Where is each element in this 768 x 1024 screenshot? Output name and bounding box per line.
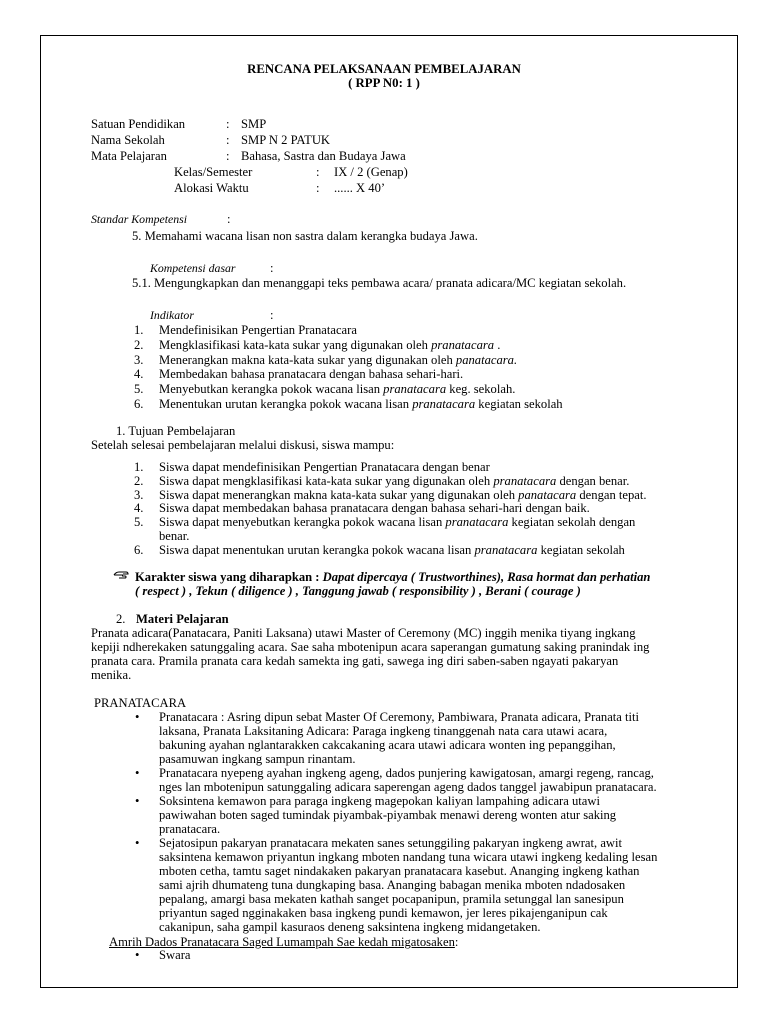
bullet-icon: • xyxy=(135,766,140,780)
bullet-line: Sejatosipun pakaryan pranatacara mekaten sanes setunggiling pakaryan ingkeng awrat, awit xyxy=(159,836,622,850)
materi-para-line: kepiji ndherekaken satunggaling acara. Sae saha mbotenipun acara saperangan gumatung saking pranindak ing xyxy=(91,640,650,654)
karakter-line2: ( respect ) , Tekun ( diligence ) , Tanggung jawab ( responsibility ) , Berani ( courage ) xyxy=(135,584,581,598)
amrih-heading: Amrih Dados Pranatacara Saged Lumampah Sae kedah migatosaken: xyxy=(109,935,459,949)
list-item: 2. xyxy=(134,474,144,488)
list-item: 3. xyxy=(134,353,144,367)
kompetensi-text: 5.1. Mengungkapkan dan menanggapi teks pembawa acara/ pranata adicara/MC kegiatan sekolah. xyxy=(132,276,627,290)
list-item: 5. xyxy=(134,382,144,396)
identity-sep: : xyxy=(226,117,230,131)
bullet-line: pasamuwan ingkang sampun rinantam. xyxy=(159,752,356,766)
bullet-line: laksana, Pranata Laksitaning Adicara: Paraga ingkeng tinanggenah nata cara utawi acara, xyxy=(159,724,608,738)
standar-text: 5. Memahami wacana lisan non sastra dalam kerangka budaya Jawa. xyxy=(132,229,478,243)
bullet-line: Pranatacara nyepeng ayahan ingkeng ageng, dados punjering kawigatosan, amargi regeng, rancag, xyxy=(159,766,654,780)
bullet-line: pepalang, amargi basa mekaten kathah sanget pocapanipun, pramila setunggal lan sanesipun xyxy=(159,892,624,906)
list-item-text: Menerangkan makna kata-kata sukar yang digunakan oleh panatacara. xyxy=(159,353,518,367)
identity-sep: : xyxy=(226,133,230,147)
list-item-continuation: benar. xyxy=(159,529,190,543)
pranatacara-heading: PRANATACARA xyxy=(94,696,187,710)
bullet-line: sami ajrih dhumateng tuna dungkaping basa. Ananging babagan menika mboten ndadosaken xyxy=(159,878,626,892)
standar-label: Standar Kompetensi xyxy=(91,212,188,226)
tujuan-intro: Setelah selesai pembelajaran melalui diskusi, siswa mampu: xyxy=(91,438,395,452)
bullet-icon: • xyxy=(135,710,140,724)
list-item: 6. xyxy=(134,543,144,557)
bullet-line: Swara xyxy=(159,948,191,962)
bullet-icon: • xyxy=(135,794,140,808)
identity-label: Kelas/Semester xyxy=(174,165,253,179)
bullet-line: bakuning ayahan nglantarakken cakcakaning acara utawi adicara wonten ing pepanggihan, xyxy=(159,738,616,752)
identity-sep: : xyxy=(316,181,320,195)
identity-sep: : xyxy=(226,149,230,163)
pointing-hand-icon xyxy=(113,570,131,584)
list-item-text: Siswa dapat menentukan urutan kerangka pokok wacana lisan pranatacara kegiatan sekolah xyxy=(159,543,625,557)
list-item-text: Siswa dapat mengklasifikasi kata-kata sukar yang digunakan oleh pranatacara dengan benar. xyxy=(159,474,630,488)
identity-value: ...... X 40’ xyxy=(334,181,386,195)
materi-heading: Materi Pelajaran xyxy=(136,612,229,626)
list-item-text: Siswa dapat membedakan bahasa pranatacara dengan bahasa sehari-hari dengan baik. xyxy=(159,501,590,515)
list-item: 5. xyxy=(134,515,144,529)
list-item-text: Membedakan bahasa pranatacara dengan bahasa sehari-hari. xyxy=(159,367,464,381)
list-item-text: Siswa dapat menyebutkan kerangka pokok wacana lisan pranatacara kegiatan sekolah dengan xyxy=(159,515,636,529)
document-subtitle: ( RPP N0: 1 ) xyxy=(348,76,420,90)
list-item-text: Siswa dapat mendefinisikan Pengertian Pranatacara dengan benar xyxy=(159,460,490,474)
karakter-line1: Karakter siswa yang diharapkan : Dapat dipercaya ( Trustworthines), Rasa hormat dan perhatian xyxy=(135,570,651,584)
document-title: RENCANA PELAKSANAAN PEMBELAJARAN xyxy=(247,62,521,76)
identity-label: Nama Sekolah xyxy=(91,133,165,147)
identity-label: Mata Pelajaran xyxy=(91,149,167,163)
tujuan-heading: 1. Tujuan Pembelajaran xyxy=(116,424,236,438)
kompetensi-sep: : xyxy=(270,261,274,275)
list-item: 2. xyxy=(134,338,144,352)
list-item: 1. xyxy=(134,460,144,474)
list-item-text: Siswa dapat menerangkan makna kata-kata sukar yang digunakan oleh panatacara dengan tepat. xyxy=(159,488,647,502)
bullet-line: pranatacara. xyxy=(159,822,221,836)
bullet-line: Soksintena kemawon para paraga ingkeng magepokan kaliyan lampahing adicara utawi xyxy=(159,794,600,808)
identity-value: SMP xyxy=(241,117,267,131)
identity-value: SMP N 2 PATUK xyxy=(241,133,331,147)
list-item: 6. xyxy=(134,397,144,411)
list-item: 4. xyxy=(134,367,144,381)
list-item-text: Menentukan urutan kerangka pokok wacana lisan pranatacara kegiatan sekolah xyxy=(159,397,563,411)
identity-value: Bahasa, Sastra dan Budaya Jawa xyxy=(241,149,406,163)
identity-sep: : xyxy=(316,165,320,179)
bullet-line: mboten cetha, tamtu saget nindakaken pakaryan pranatacara kasebut. Ananging ingkeng kathan xyxy=(159,864,640,878)
materi-para-line: menika. xyxy=(91,668,132,682)
materi-para-line: pranata cara. Pramila pranata cara kedah samekta ing gati, sawega ing diri saben-saben ngayati pakaryan xyxy=(91,654,619,668)
bullet-line: pawiwahan boten saged tumindak piyambak-piyambak menawi dereng wonten atur saking xyxy=(159,808,617,822)
standar-sep: : xyxy=(227,212,231,226)
kompetensi-label: Kompetensi dasar xyxy=(150,261,236,275)
list-item: 1. xyxy=(134,323,144,337)
list-item-text: Mengklasifikasi kata-kata sukar yang digunakan oleh pranatacara . xyxy=(159,338,501,352)
bullet-icon: • xyxy=(135,948,140,962)
identity-label: Satuan Pendidikan xyxy=(91,117,186,131)
materi-para-line: Pranata adicara(Panatacara, Paniti Laksana) utawi Master of Ceremony (MC) inggih menika tiyang ingkang xyxy=(91,626,636,640)
bullet-line: nges lan mbotenipun satunggaling adicara saperengan ageng dados tanggel jawabipun pranatacara. xyxy=(159,780,657,794)
bullet-line: cakanipun, saha gampil kasuraos deneng saksintena ingkeng midangetaken. xyxy=(159,920,541,934)
bullet-icon: • xyxy=(135,836,140,850)
bullet-line: priyantun saged ngginakaken basa ingkeng pundi kemawon, jer leres pikajenganipun cak xyxy=(159,906,608,920)
list-item-text: Mendefinisikan Pengertian Pranatacara xyxy=(159,323,357,337)
list-item-text: Menyebutkan kerangka pokok wacana lisan pranatacara keg. sekolah. xyxy=(159,382,516,396)
identity-label: Alokasi Waktu xyxy=(174,181,249,195)
identity-value: IX / 2 (Genap) xyxy=(334,165,408,179)
materi-number: 2. xyxy=(116,612,126,626)
bullet-line: saksintena kemawon priyantun ingkang mboten nandang tuna wicara utawi ingkeng kedaling lesan xyxy=(159,850,658,864)
list-item: 3. xyxy=(134,488,144,502)
indikator-sep: : xyxy=(270,308,274,322)
indikator-label: Indikator xyxy=(150,308,194,322)
list-item: 4. xyxy=(134,501,144,515)
bullet-line: Pranatacara : Asring dipun sebat Master Of Ceremony, Pambiwara, Pranata adicara, Pranata titi xyxy=(159,710,640,724)
